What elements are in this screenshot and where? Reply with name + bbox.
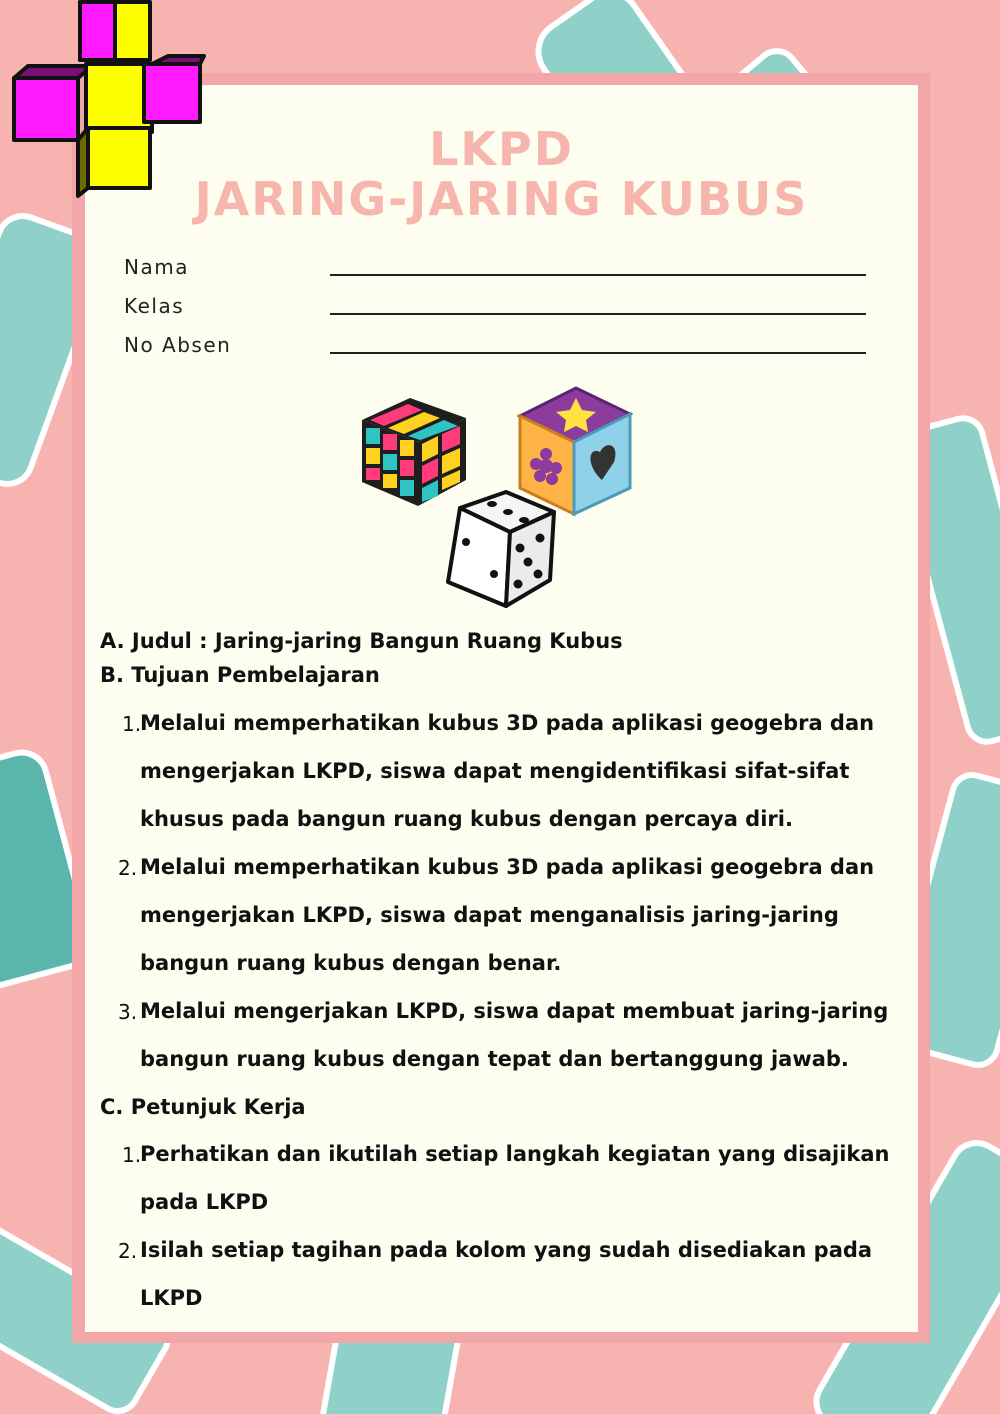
list-item-line: bangun ruang kubus dengan tepat dan bertanggung jawab. (140, 1047, 849, 1071)
list-item-line: LKPD (140, 1286, 203, 1310)
list-number: 1. (122, 712, 142, 736)
list-item-line: mengerjakan LKPD, siswa dapat mengidentifikasi sifat-sifat (140, 759, 850, 783)
field-label-kelas: Kelas (124, 294, 185, 318)
list-item-line: Melalui memperhatikan kubus 3D pada aplikasi geogebra dan (140, 855, 875, 879)
no-absen-input-line[interactable] (330, 352, 866, 354)
section-c-heading: C. Petunjuk Kerja (100, 1095, 306, 1119)
section-b-heading: B. Tujuan Pembelajaran (100, 663, 380, 687)
list-number: 1. (122, 1143, 142, 1167)
list-item-line: Isilah setiap tagihan pada kolom yang sudah disediakan pada (140, 1238, 873, 1262)
list-number: 3. (118, 1000, 138, 1024)
list-number: 2. (118, 856, 138, 880)
list-item-line: pada LKPD (140, 1190, 269, 1214)
list-item-line: Melalui memperhatikan kubus 3D pada aplikasi geogebra dan (140, 711, 875, 735)
page-title: LKPD (429, 122, 574, 176)
nama-input-line[interactable] (330, 274, 866, 276)
list-item-line: Perhatikan dan ikutilah setiap langkah kegiatan yang disajikan (140, 1142, 890, 1166)
dice-icon (440, 488, 560, 612)
kelas-input-line[interactable] (330, 313, 866, 315)
list-item-line: Melalui mengerjakan LKPD, siswa dapat membuat jaring-jaring (140, 999, 889, 1023)
list-item-line: mengerjakan LKPD, siswa dapat menganalisis jaring-jaring (140, 903, 839, 927)
page-subtitle: JARING-JARING KUBUS (194, 172, 809, 226)
section-a-heading: A. Judul : Jaring-jaring Bangun Ruang Kubus (100, 629, 623, 653)
list-item-line: khusus pada bangun ruang kubus dengan percaya diri. (140, 807, 793, 831)
list-number: 2. (118, 1239, 138, 1263)
field-label-nama: Nama (124, 255, 189, 279)
field-label-no-absen: No Absen (124, 333, 232, 357)
list-item-line: bangun ruang kubus dengan benar. (140, 951, 562, 975)
